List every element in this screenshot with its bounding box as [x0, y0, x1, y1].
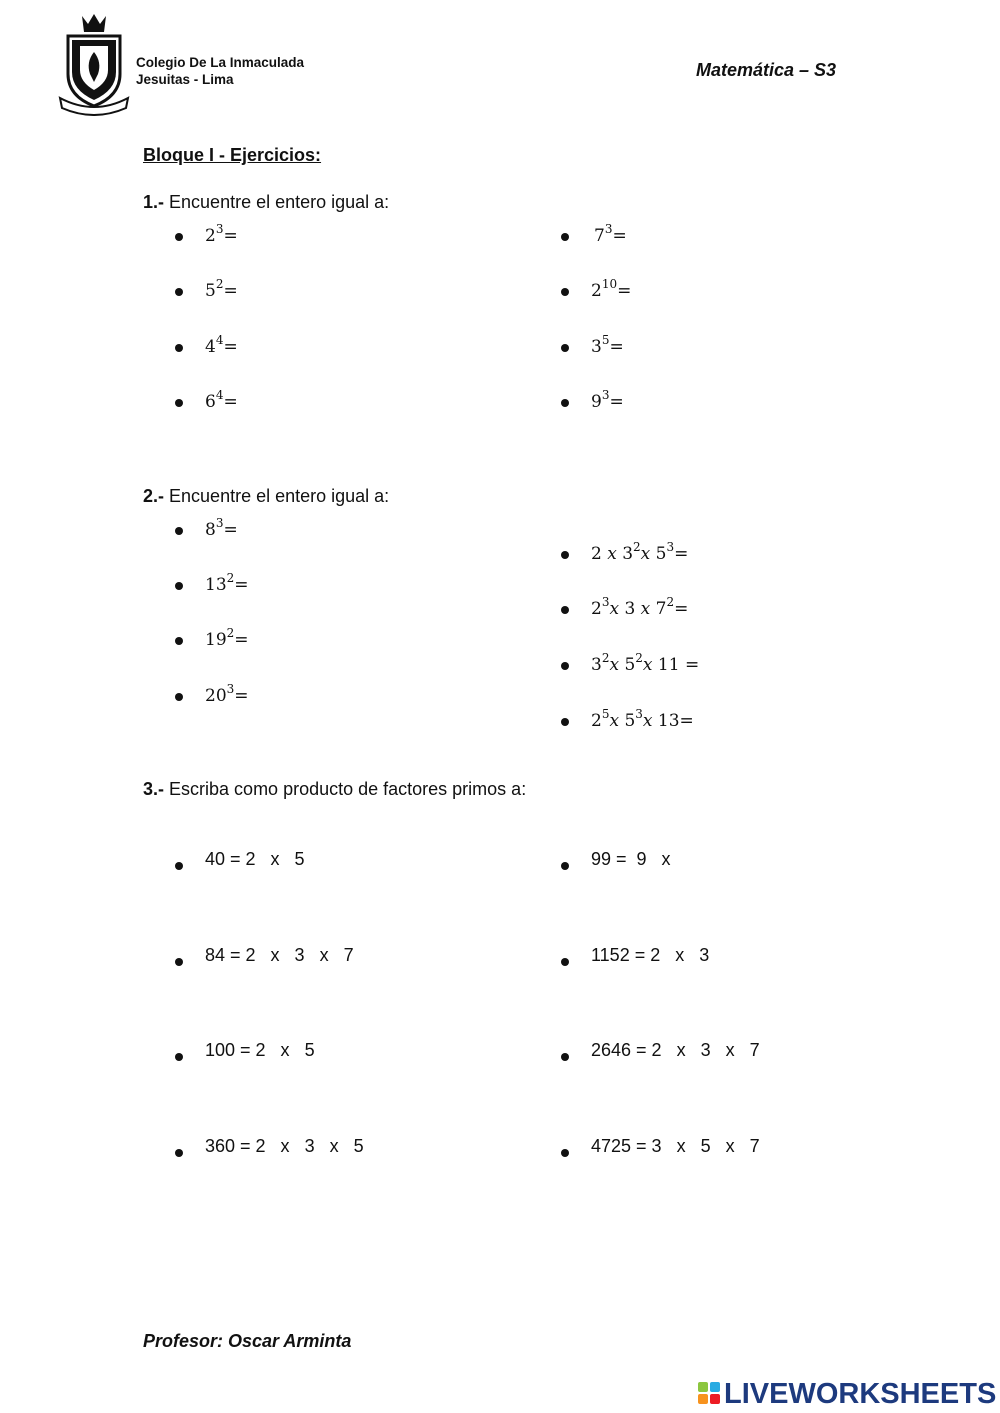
base: 3: [591, 337, 602, 357]
equals: =: [223, 281, 238, 301]
exponent: 3: [666, 540, 675, 554]
equals: =: [223, 392, 238, 412]
exponent: 4: [215, 388, 224, 402]
equals: =: [617, 281, 632, 301]
question-2-text: Encuentre el entero igual a:: [169, 486, 390, 506]
base: 8: [205, 520, 216, 540]
bullet-icon: [175, 288, 183, 296]
factorization-text: 1152 = 2 x 3: [591, 945, 710, 965]
bullet-icon: [175, 693, 183, 701]
equals: =: [223, 226, 238, 246]
school-name-line1: Colegio De La Inmaculada: [136, 55, 305, 70]
equals: =: [234, 630, 249, 650]
bullet-icon: [175, 862, 183, 870]
bullet-icon: [561, 344, 569, 352]
base: 5: [205, 281, 216, 301]
school-name-line2: Jesuitas - Lima: [136, 72, 234, 87]
base: 2: [591, 281, 602, 301]
factorization-text: 84 = 2 x 3 x 7: [205, 945, 354, 965]
exponent: 3: [601, 388, 610, 402]
bullet-icon: [561, 1149, 569, 1157]
exponent: 2: [215, 277, 224, 291]
exponent: 2: [226, 626, 235, 640]
bullet-icon: [175, 582, 183, 590]
factorization-text: 99 = 9 x: [591, 849, 671, 869]
exponent: 2: [635, 651, 643, 665]
question-3-number: 3.-: [143, 779, 165, 799]
exponent: 10: [601, 277, 618, 291]
expr-part: 𝑥 5: [609, 655, 636, 675]
bullet-icon: [561, 288, 569, 296]
block-title: Bloque I - Ejercicios:: [143, 145, 322, 165]
expr-part: 𝑥 13=: [642, 711, 694, 731]
exponent: 3: [601, 595, 610, 609]
expr-part: =: [674, 599, 689, 619]
equals: =: [609, 392, 624, 412]
expr-part: 3: [591, 655, 602, 675]
base: 13: [205, 575, 227, 595]
base: 9: [591, 392, 602, 412]
exponent: 2: [601, 651, 610, 665]
liveworksheets-brand[interactable]: LIVEWORKSHEETS: [724, 1378, 997, 1410]
question-1: [143, 192, 389, 213]
bullet-icon: [561, 662, 569, 670]
bullet-icon: [175, 1053, 183, 1061]
base: 2: [205, 226, 216, 246]
bullet-icon: [561, 862, 569, 870]
factorization-text: 360 = 2 x 3 x 5: [205, 1136, 364, 1156]
equals: =: [609, 337, 624, 357]
exponent: 3: [635, 707, 643, 721]
expr-part: 𝑥 5: [609, 711, 636, 731]
school-crest-logo: [58, 12, 130, 116]
exponent: 4: [215, 333, 224, 347]
bullet-icon: [561, 1053, 569, 1061]
base: 4: [205, 337, 216, 357]
bullet-icon: [175, 1149, 183, 1157]
equals: =: [223, 337, 238, 357]
expr-part: 2: [591, 599, 602, 619]
factorization-text: 2646 = 2 x 3 x 7: [591, 1040, 760, 1060]
bullet-icon: [561, 233, 569, 241]
expr-part: 𝑥 5: [640, 544, 667, 564]
question-3: [143, 779, 526, 800]
teacher-name: Profesor: Oscar Arminta: [143, 1331, 352, 1351]
exponent: 3: [226, 682, 235, 696]
bullet-icon: [175, 637, 183, 645]
subject-title: Matemática – S3: [696, 60, 837, 80]
base: 19: [205, 630, 227, 650]
factorization-text: 100 = 2 x 5: [205, 1040, 315, 1060]
base: 20: [205, 686, 227, 706]
bullet-icon: [561, 606, 569, 614]
expr-part: 2: [591, 711, 602, 731]
expr-part: 2 𝑥 3: [591, 544, 634, 564]
bullet-icon: [561, 958, 569, 966]
bullet-icon: [175, 958, 183, 966]
exponent: 2: [226, 571, 235, 585]
exponent: 2: [666, 595, 675, 609]
exponent: 2: [633, 540, 641, 554]
question-1-number: 1.-: [143, 192, 165, 212]
base: 7: [594, 226, 605, 246]
question-2-number: 2.-: [143, 486, 165, 506]
exponent: 5: [601, 707, 610, 721]
exponent: 3: [604, 222, 613, 236]
factorization-text: 4725 = 3 x 5 x 7: [591, 1136, 760, 1156]
exponent: 5: [601, 333, 610, 347]
bullet-icon: [561, 718, 569, 726]
equals: =: [234, 575, 249, 595]
expr-part: =: [674, 544, 689, 564]
question-2: [143, 486, 389, 507]
bullet-icon: [561, 399, 569, 407]
base: 6: [205, 392, 216, 412]
factorization-text: 40 = 2 x 5: [205, 849, 305, 869]
exponent: 3: [215, 516, 224, 530]
equals: =: [234, 686, 249, 706]
liveworksheets-logo-icon: [698, 1382, 720, 1404]
question-3-text: Escriba como producto de factores primos a:: [169, 779, 527, 799]
bullet-icon: [175, 233, 183, 241]
equals: =: [612, 226, 627, 246]
exponent: 3: [215, 222, 224, 236]
bullet-icon: [561, 551, 569, 559]
equals: =: [223, 520, 238, 540]
bullet-icon: [175, 399, 183, 407]
school-name: [136, 54, 304, 88]
question-1-text: Encuentre el entero igual a:: [169, 192, 390, 212]
expr-part: 𝑥 3 𝑥 7: [609, 599, 667, 619]
bullet-icon: [175, 527, 183, 535]
bullet-icon: [175, 344, 183, 352]
expr-part: 𝑥 11 =: [642, 655, 700, 675]
